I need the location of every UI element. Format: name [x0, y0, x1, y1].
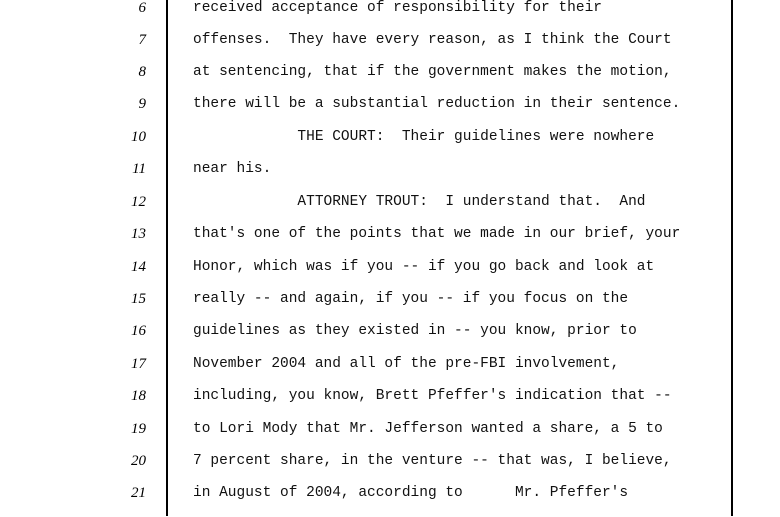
line-number: 17	[131, 356, 146, 372]
line-text: really -- and again, if you -- if you focus on the	[193, 291, 629, 307]
line-number: 6	[138, 0, 146, 16]
line-text: to Lori Mody that Mr. Jefferson wanted a share, a 5 to	[193, 421, 663, 437]
line-text: including, you know, Brett Pfeffer's indication that --	[193, 388, 672, 404]
line-number: 10	[131, 129, 146, 145]
line-number: 7	[138, 32, 146, 48]
line-text: near his.	[193, 161, 272, 177]
line-text: Honor, which was if you -- if you go back and look at	[193, 259, 655, 275]
transcript-line	[0, 291, 780, 323]
line-number: 11	[132, 161, 146, 177]
transcript-line	[0, 323, 780, 355]
line-number: 21	[131, 485, 146, 501]
line-number: 8	[138, 64, 146, 80]
line-text: 7 percent share, in the venture -- that was, I believe,	[193, 453, 672, 469]
line-number: 15	[131, 291, 146, 307]
line-text: November 2004 and all of the pre-FBI involvement,	[193, 356, 620, 372]
line-text: guidelines as they existed in -- you know, prior to	[193, 323, 637, 339]
line-text: offenses. They have every reason, as I think the Court	[193, 32, 672, 48]
transcript-line	[0, 356, 780, 388]
line-number: 19	[131, 421, 146, 437]
line-text: received acceptance of responsibility for their	[193, 0, 602, 16]
line-number: 13	[131, 226, 146, 242]
transcript-line	[0, 485, 780, 517]
transcript-line	[0, 0, 780, 32]
transcript-line	[0, 226, 780, 258]
transcript-line	[0, 32, 780, 64]
transcript-line	[0, 194, 780, 226]
line-number: 18	[131, 388, 146, 404]
line-number: 9	[138, 96, 146, 112]
transcript-line	[0, 388, 780, 420]
transcript-line	[0, 453, 780, 485]
line-text: THE COURT: Their guidelines were nowhere	[193, 129, 655, 145]
line-text: at sentencing, that if the government makes the motion,	[193, 64, 672, 80]
line-text: in August of 2004, according to Mr. Pfeffer's	[193, 485, 629, 501]
line-text: there will be a substantial reduction in their sentence.	[193, 96, 681, 112]
line-number: 14	[131, 259, 146, 275]
line-number: 20	[131, 453, 146, 469]
transcript-line	[0, 96, 780, 128]
transcript-line	[0, 421, 780, 453]
line-number: 16	[131, 323, 146, 339]
line-number: 12	[131, 194, 146, 210]
line-text: ATTORNEY TROUT: I understand that. And	[193, 194, 646, 210]
transcript-line	[0, 129, 780, 161]
line-text: that's one of the points that we made in our brief, your	[193, 226, 681, 242]
transcript-line	[0, 161, 780, 193]
transcript-line	[0, 259, 780, 291]
transcript-line	[0, 64, 780, 96]
